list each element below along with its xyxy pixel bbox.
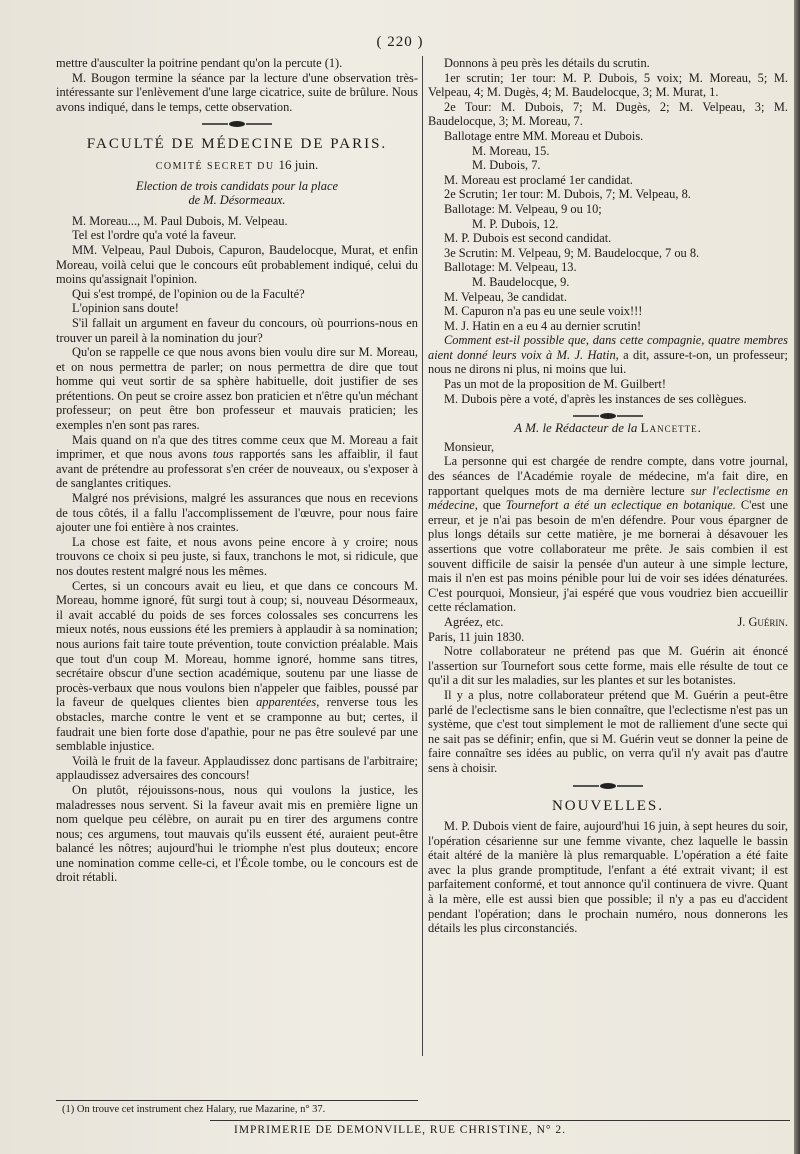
signature-line [428,615,788,630]
ballot-line: M. Moreau est proclamé 1er candidat. [444,172,633,187]
paragraph: M. P. Dubois vient de faire, aujourd'hui 16 juin, à sept heures du soir, l'opération césarienne sur une femme vivante, chez laquelle le bassin était altéré de la manière là plus remarquable. L'opération a été faite avec la plus grande promptitude, l'enfant a été extrait vivant; il est parfaitement conformé, et tout annonce qu'il continuera de vivre. Quant à la mère, elle est aussi bien que possible; il n'y a pas eu d'accident pendant l'opération; dans le prochain numéro, nous donnerons les détails les plus circonstanciés. [428,819,788,936]
paragraph: MM. Velpeau, Paul Dubois, Capuron, Baudelocque, Murat, et enfin Moreau, voilà celui que le concours eût probablement indiqué, celui du moins qu'assignait l'opinion. [56,242,418,287]
paragraph: Il y a plus, notre collaborateur prétend que M. Guérin a peut-être parlé de l'eclectisme sans le bien connaître, que l'eclectisme n'est pas un système, que c'est tout simplement le mot de ralliement d'une secte qui ne sait pas se définir; enfin, que si M. Guérin veut se donner la peine de faire connaître ses idées au public, on verra qu'il n'y avait pas d'autre sens à choisir. [428,687,788,775]
ballot-line: 2e Tour: M. Dubois, 7; M. Dugès, 2; M. Velpeau, 3; M. Baudelocque, 3; M. Moreau, 7. [428,99,788,129]
ballot-line: M. J. Hatin en a eu 4 au dernier scrutin! [444,318,642,333]
paragraph: Mais quand on n'a que des titres comme ceux que M. Moreau a fait imprimer, et que nous avons tous rapportés sans les affaiblir, il faut avant de prétendre au professorat s'en créer de nouveaux, ou s'exposer à de sanglantes critiques. [56,432,419,491]
dateline: Paris, 11 juin 1830. [428,629,525,644]
subheading-date: 16 juin. [278,156,319,172]
ballot-line: Ballotage: M. Velpeau, 9 ou 10; [444,201,602,216]
ornament-divider [428,779,788,787]
ballot-line: 1er scrutin; 1er tour: M. P. Dubois, 5 voix; M. Moreau, 5; M. Velpeau, 4; M. Dugès, 4; M. Baudelocque, 3; M. Murat, 1. [428,70,788,100]
imprint-rule [210,1120,790,1121]
ballot-line: Ballotage entre MM. Moreau et Dubois. [444,128,644,143]
ballot-line: M. Capuron n'a pas eu une seule voix!!! [444,304,643,319]
ornament-divider [428,409,788,417]
ornament-divider [56,117,418,125]
salutation: Monsieur, [444,439,495,454]
ballot-line: M. Dubois, 7. [472,158,541,173]
paragraph: La personne qui est chargée de rendre compte, dans votre journal, des séances de l'Académie royale de médecine, m'a fait dire, en rapportant quelques mots de ma dernière lecture sur l'eclectisme en médecine, que Tournefort a été un eclectique en botanique. C'est une erreur, et je n'ai pas besoin de m'en défendre. Pour vous épargner de plus longs détails sur cette matière, je me bornerai à désavouer les assertions que votre collaborateur me prête. Je sais combien il est souvent difficile de saisir la pensée d'un auteur à une simple lecture, mais il n'en est pas moins pénible pour lui de voir ses idées dénaturées. C'est pourquoi, Monsieur, j'ai espéré que vous voudriez bien accueillir cette réclamation. [428,454,788,615]
page-edge-shadow [794,0,800,1154]
ballot-line: M. Moreau, 15. [472,143,550,158]
paragraph: La chose est faite, et nous avons peine encore à y croire; nous trouvons ce choix si peu juste, si faux, tranchons le mot, si ridicule, que nos doutes restent malgré nous les mêmes. [56,534,418,578]
ballot-line: M. P. Dubois, 12. [472,216,559,231]
section-heading: FACULTÉ DE MÉDECINE DE PARIS. [86,136,388,153]
printer-imprint: IMPRIMERIE DE DEMONVILLE, RUE CHRISTINE, N° 2. [233,1124,566,1136]
paragraph: Donnons à peu près les détails du scrutin. [444,56,650,70]
page-number: ( 220 ) [376,34,424,50]
ballot-line: M. P. Dubois est second candidat. [444,231,612,246]
column-divider [422,56,423,1056]
paragraph: On plutôt, réjouissons-nous, nous qui voulons la justice, les maladresses nous servent. Si la faveur avait mis en première ligne un nom quelque peu célèbre, on aurait pu en tirer des argumens contre nous; ces argumens, tout mauvais qu'ils eussent été, auraient peut-être balancé les nôtres; aujourd'hui le triomphe n'est plus douteux; encore une nomination comme celle-ci, et l'École tombe, ou le concours est de droit rétabli. [56,782,418,885]
paragraph: Certes, si un concours avait eu lieu, et que dans ce concours M. Moreau, homme ignoré, fût surgi tout à coup; si, nouveau Désormeaux, il avait accablé du poids de ses forces colossales ses concurrens les mieux notés, nous eussions été les premiers à applaudir à sa nomination; nous aurions fait taire toute prévention, toute conviction préalable. Mais que tout d'un coup M. Moreau, homme ignoré, homme sans titres, secrétaire obscur d'une section académique, soutenu par une liasse de procès-verbaux que nous voulons bien n'appeler que faibles, poussé par la faveur de quelques clientes bien apparentées, renverse tous les obstacles, marche contre le vent et se cramponne au but; certes, il faudrait une bien forte dose d'apathie, pour ne pas être soulevé par une semblable injustice. [56,578,418,754]
footnote-rule [56,1100,418,1101]
paragraph: Notre collaborateur ne prétend pas que M. Guérin ait énoncé l'assertion sur Tournefort sous cette forme, mais elle résulte de tout ce qu'il a dit sur les maladies, sur les plantes et sur les botanistes. [428,644,788,688]
paragraph: Qu'on se rappelle ce que nous avons bien voulu dire sur M. Moreau, et on nous permettra de parler; on nous permettra de dire que tout homme qui veut sortir de sa sphère habituelle, doit justifier de ses prétentions. On peut se croire assez bon praticien et n'être qu'un méchant professeur; on peut être bon professeur et mauvais praticien; les exemples n'en sont pas rares. [56,345,418,433]
paragraph: Tel est l'ordre qu'a voté la faveur. [72,228,237,243]
letter-heading-text: A M. le Rédacteur de la [514,420,638,436]
paragraph: Comment est-il possible que, dans cette compagnie, quatre membres aient donné leurs voix à M. J. Hatin, a dit, assure-t-on, un professeur; nous ne dirons ni plus, ni moins que lui. [428,333,789,377]
paragraph: mettre d'ausculter la poitrine pendant qu'on la percute (1). [56,56,343,70]
ballot-line: 3e Scrutin: M. Velpeau, 9; M. Baudelocque, 7 ou 8. [444,245,700,260]
closing: Agréez, etc. [444,614,504,629]
journal-name: Lancette. [640,420,702,436]
election-title [56,179,418,208]
left-column [56,56,418,885]
paragraph: M. Moreau..., M. Paul Dubois, M. Velpeau. [72,213,288,228]
paragraph: L'opinion sans doute! [72,301,179,316]
footnote: (1) On trouve cet instrument chez Halary, rue Mazarine, n° 37. [62,1104,326,1115]
signature: J. Guérin. [737,614,788,629]
section-heading: NOUVELLES. [551,797,665,814]
paragraph: Pas un mot de la proposition de M. Guilbert! [444,377,666,392]
subheading-text: COMITÉ SECRET DU [155,160,275,172]
election-title-line: de M. Désormeaux. [188,193,286,208]
ballot-line: M. Baudelocque, 9. [472,274,570,289]
section-subheading [56,158,418,175]
right-column [428,56,788,936]
paragraph: Qui s'est trompé, de l'opinion ou de la Faculté? [72,286,305,301]
ballot-line: 2e Scrutin; 1er tour: M. Dubois, 7; M. Velpeau, 8. [444,187,691,202]
election-title-line: Election de trois candidats pour la place [136,178,338,193]
paragraph: M. Dubois père a voté, d'après les instances de ses collègues. [444,391,747,406]
letter-heading [428,421,788,436]
paragraph: Malgré nos prévisions, malgré les assurances que nous en recevions de tous côtés, il a fallu l'accomplissement de l'œuvre, pour nous faire ajouter une foi entière à nos craintes. [56,491,418,535]
ballot-line: M. Velpeau, 3e candidat. [444,289,567,304]
paragraph: M. Bougon termine la séance par la lecture d'une observation très-intéressante sur l'enlèvement d'une large cicatrice, suite de brûlure. Nous avons indiqué, dans le temps, cette observation. [56,70,418,114]
paragraph: S'il fallait un argument en faveur du concours, où pourrions-nous en trouver un pareil à la nomination du jour? [56,315,418,345]
ballot-line: Ballotage: M. Velpeau, 13. [444,260,577,275]
paragraph: Voilà le fruit de la faveur. Applaudissez donc partisans de l'arbitraire; applaudissez adversaires des concours! [56,753,418,783]
